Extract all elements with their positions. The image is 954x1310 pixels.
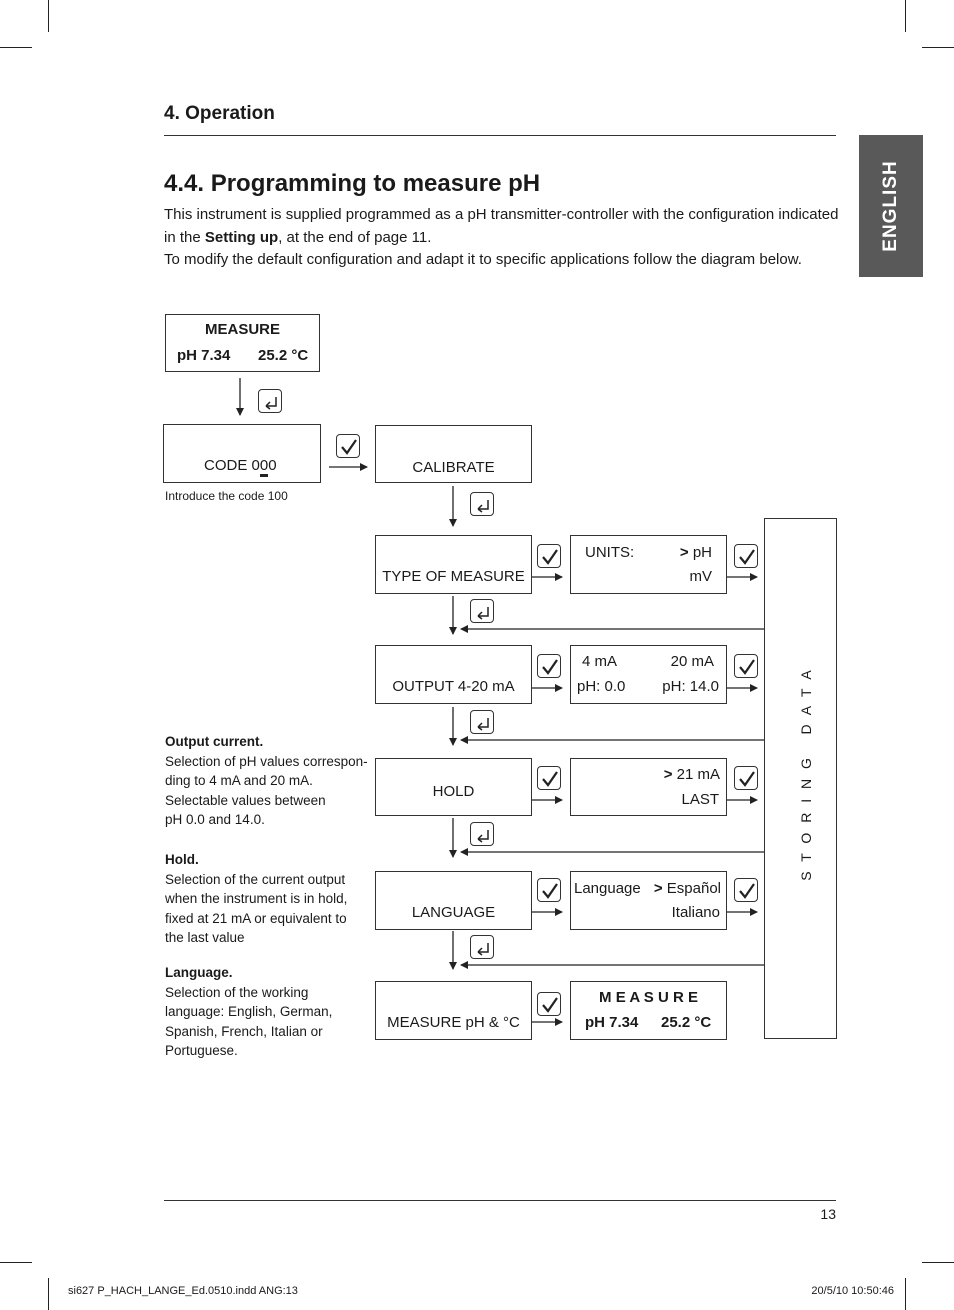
note-hold-line: when the instrument is in hold, <box>165 891 348 906</box>
note-language-line: Portuguese. <box>165 1043 238 1058</box>
enter-button[interactable] <box>258 389 282 413</box>
enter-button[interactable] <box>470 935 494 959</box>
language-display <box>375 871 532 930</box>
check-icon <box>735 767 759 791</box>
type-of-measure-label: TYPE OF MEASURE <box>382 568 525 585</box>
code-cursor: 0 <box>260 457 268 477</box>
footer-rule <box>164 1200 836 1201</box>
units-display <box>570 535 727 594</box>
hold-option-21ma: > 21 mA <box>663 766 720 783</box>
hold-label: HOLD <box>432 783 475 800</box>
check-icon <box>735 545 759 569</box>
language-label: LANGUAGE <box>411 904 496 921</box>
note-output-line: Selectable values between <box>165 792 326 808</box>
section-header: 4. Operation <box>164 103 275 124</box>
output-values-display <box>570 645 727 704</box>
note-language <box>165 963 332 1061</box>
intro-line-3: To modify the default configuration and adapt it to specific applications follow the diagram below. <box>164 251 802 268</box>
return-arrow-icon <box>471 823 495 847</box>
storing-data-label: S T O R I N G D A T A <box>798 667 814 881</box>
check-icon <box>538 993 562 1017</box>
note-language-line: Spanish, French, Italian or <box>165 1023 323 1039</box>
intro-line-1: This instrument is supplied programmed as a pH transmitter-controller with the configuration indicated <box>164 206 839 223</box>
units-option-mv: mV <box>689 568 712 585</box>
confirm-button[interactable] <box>537 992 561 1016</box>
check-icon <box>538 879 562 903</box>
language-value-label: Language <box>574 880 641 897</box>
return-arrow-icon <box>259 390 283 414</box>
output-ph-low: pH: 0.0 <box>577 678 626 695</box>
check-icon <box>337 435 361 459</box>
measure-final-display <box>570 981 727 1040</box>
enter-button[interactable] <box>470 492 494 516</box>
note-hold-line: the last value <box>165 930 245 945</box>
page-number: 13 <box>820 1206 836 1222</box>
output-label: OUTPUT 4-20 mA <box>392 678 515 695</box>
check-icon <box>538 767 562 791</box>
check-icon <box>538 545 562 569</box>
type-of-measure-display <box>375 535 532 594</box>
intro-line-2: in the Setting up, at the end of page 11. <box>164 229 432 246</box>
note-output-line: ding to 4 mA and 20 mA. <box>165 773 313 788</box>
return-arrow-icon <box>471 600 495 624</box>
note-language-line: language: English, German, <box>165 1004 333 1019</box>
language-tab-label: ENGLISH <box>880 160 901 252</box>
confirm-button[interactable] <box>537 766 561 790</box>
enter-button[interactable] <box>470 710 494 734</box>
confirm-button[interactable] <box>734 654 758 678</box>
output-display <box>375 645 532 704</box>
note-hold-title: Hold. <box>165 852 199 867</box>
output-4ma: 4 mA <box>582 653 618 670</box>
note-output-line: pH 0.0 and 14.0. <box>165 812 265 827</box>
check-icon <box>735 879 759 903</box>
check-icon <box>735 655 759 679</box>
measure-ph-display <box>375 981 532 1040</box>
return-arrow-icon <box>471 936 495 960</box>
measure-title: MEASURE <box>204 321 280 338</box>
note-hold-line: Selection of the current output <box>165 871 346 887</box>
measure-display <box>165 314 320 372</box>
language-option-italiano: Italiano <box>671 904 720 921</box>
enter-button[interactable] <box>470 822 494 846</box>
measure-final-temp: 25.2 °C <box>661 1014 712 1031</box>
calibrate-label: CALIBRATE <box>412 459 495 476</box>
code-display <box>163 424 321 483</box>
enter-button[interactable] <box>470 599 494 623</box>
measure-ph-label: MEASURE pH & °C <box>387 1014 520 1031</box>
output-20ma: 20 mA <box>670 653 714 670</box>
confirm-button[interactable] <box>537 544 561 568</box>
note-language-line: Selection of the working <box>165 984 309 1000</box>
units-option-ph: > pH <box>679 544 712 561</box>
confirm-button[interactable] <box>537 878 561 902</box>
hold-option-last: LAST <box>681 791 719 808</box>
footer-file: si627 P_HACH_LANGE_Ed.0510.indd ANG:13 <box>68 1285 298 1297</box>
calibrate-display <box>375 425 532 483</box>
code-value: CODE 000 <box>204 457 277 474</box>
page-title: 4.4. Programming to measure pH <box>164 170 541 197</box>
note-output <box>165 732 368 830</box>
confirm-button[interactable] <box>734 878 758 902</box>
return-arrow-icon <box>471 493 495 517</box>
measure-final-ph: pH 7.34 <box>585 1014 639 1031</box>
note-output-title: Output current. <box>165 734 264 749</box>
measure-ph: pH 7.34 <box>177 347 231 364</box>
confirm-button[interactable] <box>537 654 561 678</box>
confirm-button[interactable] <box>734 766 758 790</box>
confirm-button[interactable] <box>336 434 360 458</box>
measure-temp: 25.2 °C <box>258 347 309 364</box>
code-note: Introduce the code 100 <box>165 489 288 503</box>
units-label: UNITS: <box>585 544 635 561</box>
note-hold-line: fixed at 21 mA or equivalent to <box>165 910 347 926</box>
note-language-title: Language. <box>165 965 233 980</box>
measure-final-title: M E A S U R E <box>599 989 698 1006</box>
confirm-button[interactable] <box>734 544 758 568</box>
output-ph-high: pH: 14.0 <box>662 678 719 695</box>
hold-values-display <box>570 758 727 816</box>
language-option-espanol: > Español <box>653 880 721 897</box>
check-icon <box>538 655 562 679</box>
footer-date: 20/5/10 10:50:46 <box>811 1285 894 1297</box>
hold-display <box>375 758 532 816</box>
note-hold <box>165 850 347 948</box>
return-arrow-icon <box>471 711 495 735</box>
note-output-line: Selection of pH values correspon- <box>165 753 368 769</box>
language-values-display <box>570 871 727 930</box>
storing-data-box <box>764 518 837 1039</box>
